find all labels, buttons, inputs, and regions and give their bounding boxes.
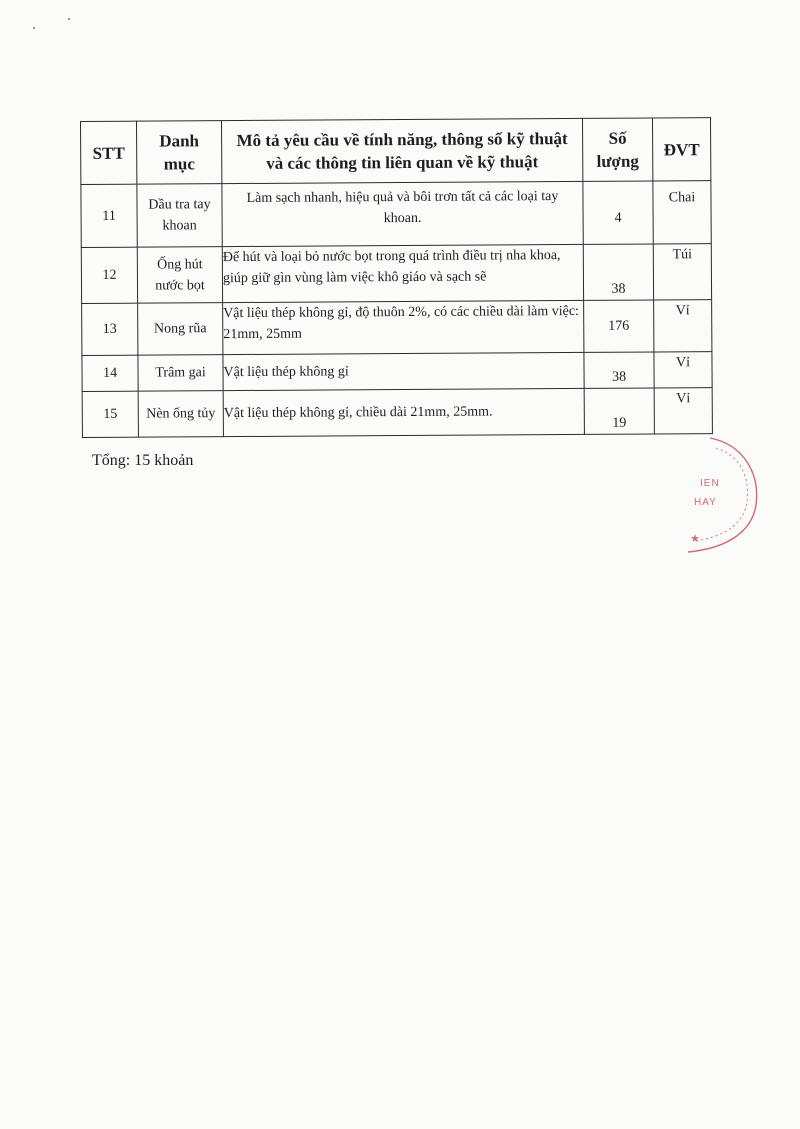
cell-quantity: 19 (584, 388, 654, 434)
svg-text:★: ★ (690, 533, 700, 545)
stamp-text-2: HAY (694, 497, 717, 508)
spec-table-wrapper (80, 117, 712, 438)
cell-stt: 13 (82, 303, 138, 355)
cell-description: Làm sạch nhanh, hiệu quả và bôi trơn tất cả các loại tay khoan. (222, 181, 583, 246)
cell-category: Ống hút nước bọt (137, 247, 222, 304)
cell-stt: 15 (82, 391, 138, 437)
cell-quantity: 38 (584, 352, 654, 388)
cell-description: Vật liệu thép không gỉ, độ thuôn 2%, có các chiều dài làm việc: 21mm, 25mm (223, 300, 584, 354)
header-quantity: Số lượng (582, 118, 652, 181)
cell-unit: Vỉ (654, 388, 712, 434)
cell-unit: Vỉ (654, 352, 712, 388)
cell-category: Dầu tra tay khoan (137, 184, 222, 248)
cell-quantity: 38 (583, 244, 653, 300)
table-row (81, 181, 711, 248)
cell-category: Trâm gai (138, 355, 223, 392)
cell-description: Vật liệu thép không gỉ, chiều dài 21mm, 25mm. (223, 388, 584, 436)
cell-stt: 14 (82, 355, 138, 391)
total-items: Tổng: 15 khoản (92, 452, 194, 469)
cell-unit: Vỉ (654, 300, 712, 352)
stamp-ring-icon (670, 430, 770, 560)
header-category: Danh mục (137, 121, 222, 185)
table-row (82, 300, 712, 356)
cell-category: Nèn ống tủy (138, 391, 223, 438)
stamp-text-1: IEN (700, 478, 720, 489)
cell-description: Vật liệu thép không gỉ (223, 352, 584, 390)
speck (68, 18, 70, 20)
table-row (82, 352, 712, 392)
cell-unit: Chai (653, 181, 711, 244)
cell-quantity: 176 (584, 300, 654, 352)
cell-category: Nong rũa (138, 303, 223, 356)
cell-stt: 12 (81, 247, 137, 303)
table-header-row (81, 118, 711, 185)
speck (33, 27, 35, 29)
red-stamp-partial (670, 430, 770, 560)
cell-description: Để hút và loại bỏ nước bọt trong quá trình điều trị nha khoa, giúp giữ gìn vùng làm việc khô giáo và sạch sẽ (222, 244, 583, 302)
table-row (81, 244, 711, 304)
table-row (82, 388, 712, 438)
cell-quantity: 4 (583, 181, 653, 244)
header-unit: ĐVT (652, 118, 710, 181)
cell-unit: Túi (653, 244, 711, 300)
header-description: Mô tả yêu cầu về tính năng, thông số kỹ thuật và các thông tin liên quan về kỹ thuật (222, 118, 583, 183)
cell-stt: 11 (81, 184, 137, 247)
spec-table (80, 117, 713, 438)
header-stt: STT (81, 121, 137, 184)
